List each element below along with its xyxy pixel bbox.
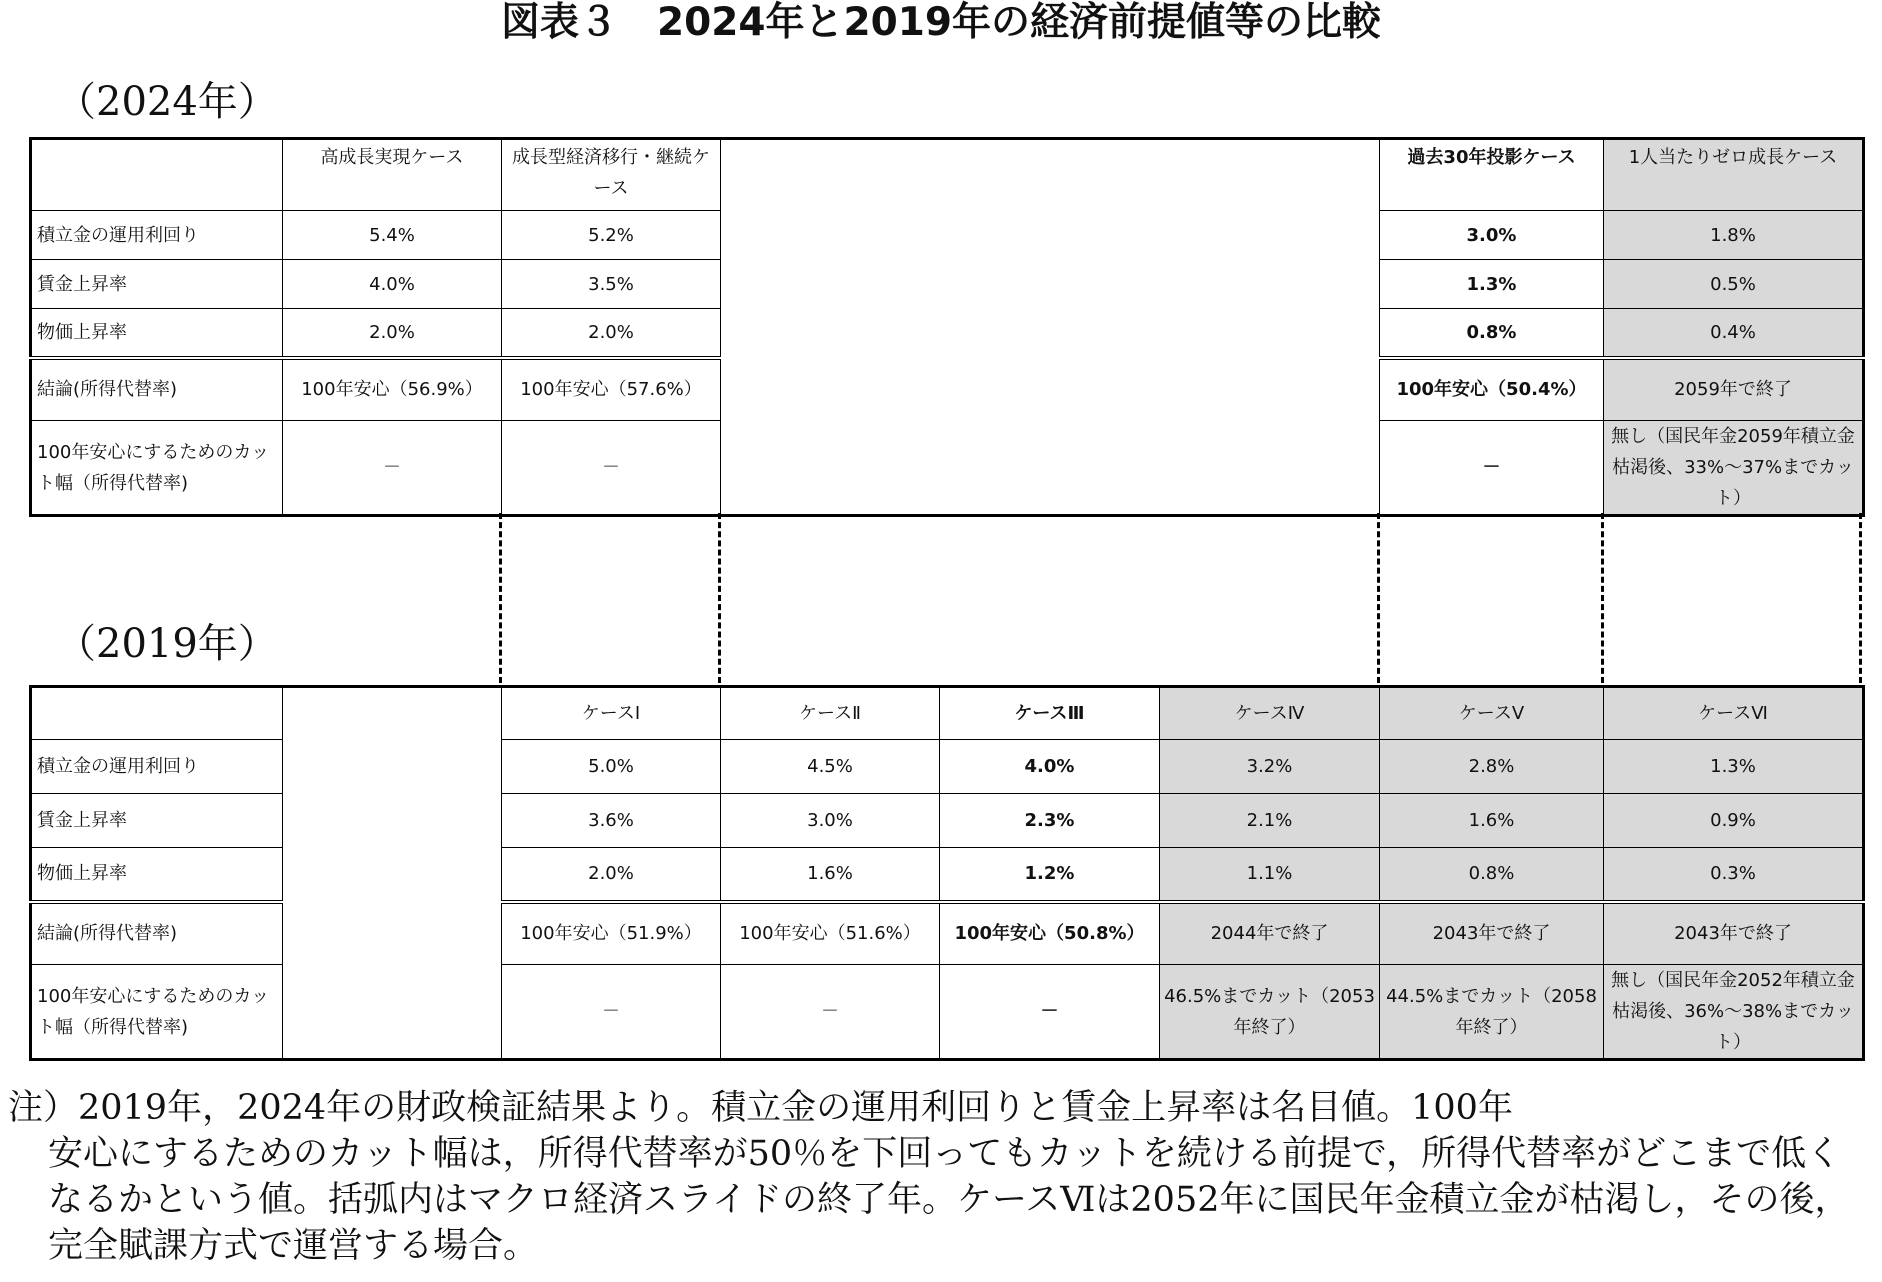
table-cell: 1.6%	[721, 848, 940, 902]
table-cell: 2043年で終了	[1380, 902, 1604, 965]
table-cell: 2.1%	[1160, 794, 1380, 848]
row-label: 積立金の運用利回り	[31, 740, 283, 794]
table-cell: 3.5%	[502, 260, 721, 309]
table-cell: 2.0%	[502, 848, 721, 902]
table-cell: 4.5%	[721, 740, 940, 794]
row-label: 賃金上昇率	[31, 260, 283, 309]
table-cell: 5.2%	[502, 211, 721, 260]
connector-dashed-line	[1859, 513, 1862, 683]
blank-area	[721, 139, 1380, 516]
table-cell: 2.3%	[940, 794, 1160, 848]
table-cell: 無し（国民年金2059年積立金枯渇後、33%～37%までカット）	[1604, 421, 1864, 516]
section-label-2024: （2024年）	[56, 79, 278, 125]
row-label: 賃金上昇率	[31, 794, 283, 848]
column-header: ケースⅣ	[1160, 687, 1380, 740]
connector-dashed-line	[499, 513, 502, 683]
table-cell: 無し（国民年金2052年積立金枯渇後、36%～38%までカット）	[1604, 965, 1864, 1060]
column-header: ケースⅡ	[721, 687, 940, 740]
table-cell: 2059年で終了	[1604, 358, 1864, 421]
connector-dashed-line	[1377, 513, 1380, 683]
table-cell: 0.8%	[1380, 848, 1604, 902]
table-cell: 3.2%	[1160, 740, 1380, 794]
table-cell: 1.8%	[1604, 211, 1864, 260]
row-label: 100年安心にするためのカット幅（所得代替率)	[31, 965, 283, 1060]
table-2019	[29, 685, 1865, 1061]
footnote-body: 安心にするためのカット幅は，所得代替率が50％を下回ってもカットを続ける前提で，所得代替率がどこまで低くなるかという値。括弧内はマクロ経済スライドの終了年。ケースⅥは2052年に国民年金積立金が枯渇し，その後，完全賦課方式で運営する場合。	[48, 1134, 1850, 1266]
column-header: ケースⅥ	[1604, 687, 1864, 740]
table-header-row	[31, 687, 1864, 740]
page-title: 図表３ 2024年と2019年の経済前提値等の比較	[500, 0, 1382, 45]
row-label: 物価上昇率	[31, 309, 283, 358]
table-cell: 100年安心（57.6%）	[502, 358, 721, 421]
table-cell: 2.0%	[283, 309, 502, 358]
table-cell: 100年安心（51.6%）	[721, 902, 940, 965]
column-header: 過去30年投影ケース	[1380, 139, 1604, 211]
corner-cell	[31, 139, 283, 211]
table-cell: 100年安心（51.9%）	[502, 902, 721, 965]
table-cell: －	[940, 965, 1160, 1060]
connector-dashed-line	[718, 513, 721, 683]
table-cell: －	[721, 965, 940, 1060]
section-label-2019: （2019年）	[56, 621, 278, 667]
table-cell: 100年安心（56.9%）	[283, 358, 502, 421]
row-label: 100年安心にするためのカット幅（所得代替率)	[31, 421, 283, 516]
table-cell: 1.3%	[1380, 260, 1604, 309]
table-cell: 2043年で終了	[1604, 902, 1864, 965]
table-cell: 0.4%	[1604, 309, 1864, 358]
table-cell: 1.1%	[1160, 848, 1380, 902]
table-cell: 3.6%	[502, 794, 721, 848]
row-label: 積立金の運用利回り	[31, 211, 283, 260]
table-cell: 0.9%	[1604, 794, 1864, 848]
table-cell: 100年安心（50.4%）	[1380, 358, 1604, 421]
table-cell: 3.0%	[721, 794, 940, 848]
column-header: ケースⅠ	[502, 687, 721, 740]
table-cell: 0.5%	[1604, 260, 1864, 309]
table-cell: 4.0%	[940, 740, 1160, 794]
corner-cell	[31, 687, 283, 740]
column-header: 成長型経済移行・継続ケース	[502, 139, 721, 211]
table-cell: 0.8%	[1380, 309, 1604, 358]
table-header-row	[31, 139, 1864, 211]
blank-area	[283, 687, 502, 1060]
table-cell: 44.5%までカット（2058年終了）	[1380, 965, 1604, 1060]
table-cell: 3.0%	[1380, 211, 1604, 260]
column-header: ケースⅢ	[940, 687, 1160, 740]
footnote	[8, 1085, 1874, 1269]
column-header: ケースⅤ	[1380, 687, 1604, 740]
table-cell: 100年安心（50.8%）	[940, 902, 1160, 965]
table-cell: 1.3%	[1604, 740, 1864, 794]
table-cell: 2.0%	[502, 309, 721, 358]
table-cell: －	[502, 965, 721, 1060]
row-label: 結論(所得代替率)	[31, 902, 283, 965]
table-cell: 0.3%	[1604, 848, 1864, 902]
table-cell: －	[1380, 421, 1604, 516]
column-header: 高成長実現ケース	[283, 139, 502, 211]
table-cell: －	[502, 421, 721, 516]
table-cell: 2044年で終了	[1160, 902, 1380, 965]
column-header: 1人当たりゼロ成長ケース	[1604, 139, 1864, 211]
table-cell: 5.0%	[502, 740, 721, 794]
connector-dashed-line	[1601, 513, 1604, 683]
table-cell: 1.2%	[940, 848, 1160, 902]
footnote-first-line: 注）2019年，2024年の財政検証結果より。積立金の運用利回りと賃金上昇率は名目値。100年	[8, 1088, 1513, 1128]
table-cell: 2.8%	[1380, 740, 1604, 794]
table-cell: 5.4%	[283, 211, 502, 260]
row-label: 物価上昇率	[31, 848, 283, 902]
table-cell: 1.6%	[1380, 794, 1604, 848]
table-cell: 4.0%	[283, 260, 502, 309]
table-2024	[29, 137, 1865, 517]
row-label: 結論(所得代替率)	[31, 358, 283, 421]
table-cell: 46.5%までカット（2053年終了）	[1160, 965, 1380, 1060]
table-cell: －	[283, 421, 502, 516]
